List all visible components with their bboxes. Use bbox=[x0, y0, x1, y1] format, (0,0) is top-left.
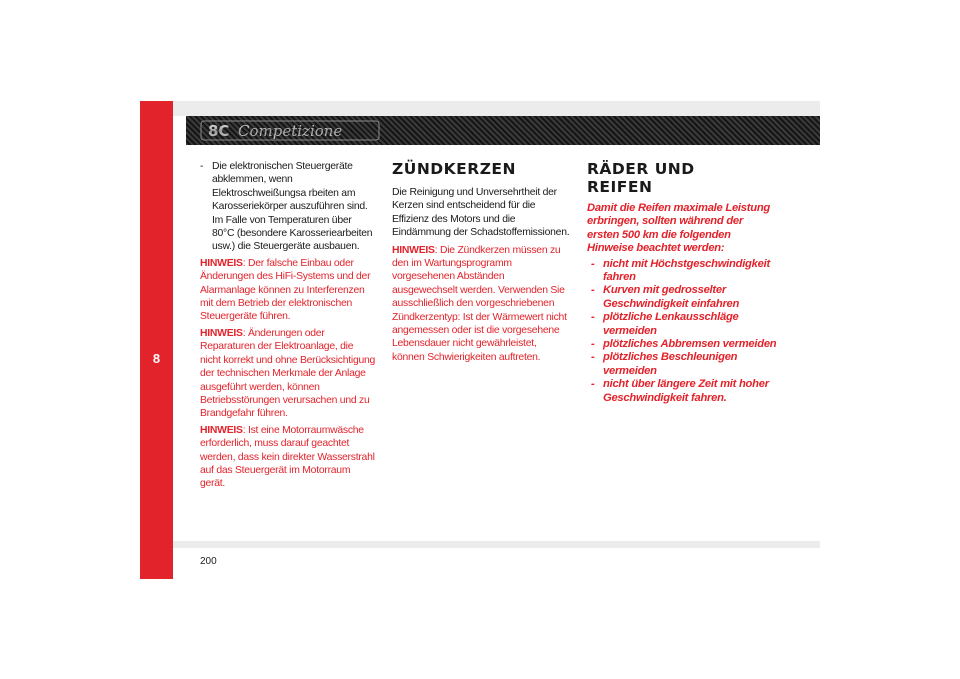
column-wheels-tyres bbox=[587, 160, 777, 405]
header-banner bbox=[186, 116, 820, 145]
note-hifi bbox=[200, 257, 376, 324]
tyre-break-in-list bbox=[587, 258, 777, 405]
note-engine-wash bbox=[200, 424, 376, 491]
note-text: : Ist eine Motorraumwäsche erforderlich, muss darauf geachtet werden, dass kein direkter Wasserstrahl auf das Steuergerät im Motorraum gerät. bbox=[200, 424, 375, 490]
list-item-text: plötzliches Beschleunigen vermeiden bbox=[603, 351, 738, 377]
note-text: : Die Zündkerzen müssen zu den im Wartungsprogramm vorgesehenen Abständen ausgewechselt werden. Verwenden Sie ausschließlich den vorgeschriebenen Zündkerzentyp: Ist der Wärmewert nicht angemessen oder ist die vorgesehene Lebensdauer nicht gewährleistet, können Schwierigkeiten auftreten. bbox=[392, 244, 567, 363]
note-label: HINWEIS bbox=[200, 424, 243, 436]
title-line: RÄDER UND bbox=[587, 160, 695, 178]
dash-marker: - bbox=[591, 284, 595, 297]
note-text: : Der falsche Einbau oder Änderungen des HiFi-Systems und der Alarmanlage können zu Interferenzen mit dem Betrieb der elektronischen Steuergeräte führen. bbox=[200, 257, 371, 323]
note-text: : Änderungen oder Reparaturen der Elektroanlage, die nicht korrekt und ohne Berücksichtigung der technischen Merkmale der Anlage ausgeführt werden, können Betriebsstörungen verursachen und zu Brandgefahr führen. bbox=[200, 327, 376, 420]
column-electronics bbox=[200, 160, 376, 491]
note-label: HINWEIS bbox=[200, 327, 243, 339]
list-item bbox=[587, 338, 777, 351]
note-label: HINWEIS bbox=[200, 257, 243, 269]
list-item-text: plötzliche Lenkausschläge vermeiden bbox=[603, 311, 739, 337]
note-label: HINWEIS bbox=[392, 244, 435, 256]
column-spark-plugs bbox=[392, 160, 570, 364]
chapter-tab bbox=[140, 101, 173, 579]
list-item-text: Kurven mit gedrosselter Geschwindigkeit einfahren bbox=[603, 284, 740, 310]
section-intro: Die Reinigung und Unversehrtheit der Kerzen sind entscheidend für die Effizienz des Motors und die Eindämmung der Schadstoffemissionen. bbox=[392, 187, 570, 239]
dash-marker: - bbox=[591, 338, 595, 351]
section-intro: Damit die Reifen maximale Leistung erbringen, sollten während der ersten 500 km die folgenden Hinweise beachtet werden: bbox=[587, 202, 770, 255]
dash-marker: - bbox=[591, 257, 595, 270]
svg-text:8C: 8C bbox=[208, 122, 230, 140]
chapter-number: 8 bbox=[152, 351, 161, 366]
list-item-text: nicht über längere Zeit mit hoher Geschwindigkeit fahren. bbox=[603, 378, 769, 404]
svg-text:Competizione: Competizione bbox=[238, 122, 343, 140]
brand-logo bbox=[200, 119, 380, 142]
list-item bbox=[587, 284, 777, 311]
header-strip bbox=[173, 101, 820, 116]
note-electrical bbox=[200, 327, 376, 421]
footer-strip bbox=[173, 541, 820, 548]
section-title-spark-plugs: ZÜNDKERZEN bbox=[392, 160, 516, 178]
dash-marker: - bbox=[591, 378, 595, 391]
section-title-wheels bbox=[587, 160, 777, 196]
list-item-text: nicht mit Höchstgeschwindigkeit fahren bbox=[603, 257, 770, 284]
list-item bbox=[587, 378, 777, 405]
dash-marker: - bbox=[591, 311, 595, 324]
list-item bbox=[587, 351, 777, 378]
note-spark-plugs bbox=[392, 244, 570, 365]
page-number: 200 bbox=[200, 556, 217, 567]
title-line: REIFEN bbox=[587, 178, 653, 196]
dash-marker: - bbox=[591, 351, 595, 364]
list-item-text: plötzliches Abbremsen vermeiden bbox=[603, 338, 777, 351]
bullet-marker: - bbox=[200, 161, 204, 172]
list-item bbox=[200, 160, 376, 254]
list-item bbox=[587, 311, 777, 338]
bullet-text: Die elektronischen Steuergeräte abklemmen, wenn Elektroschweißungsa rbeiten am Karosseriekörper auszuführen sind. Im Falle von Temperaturen über 80°C (besondere Karosseriearbeiten usw.) die Steuergeräte ausbauen. bbox=[212, 161, 373, 253]
list-item bbox=[587, 258, 777, 285]
